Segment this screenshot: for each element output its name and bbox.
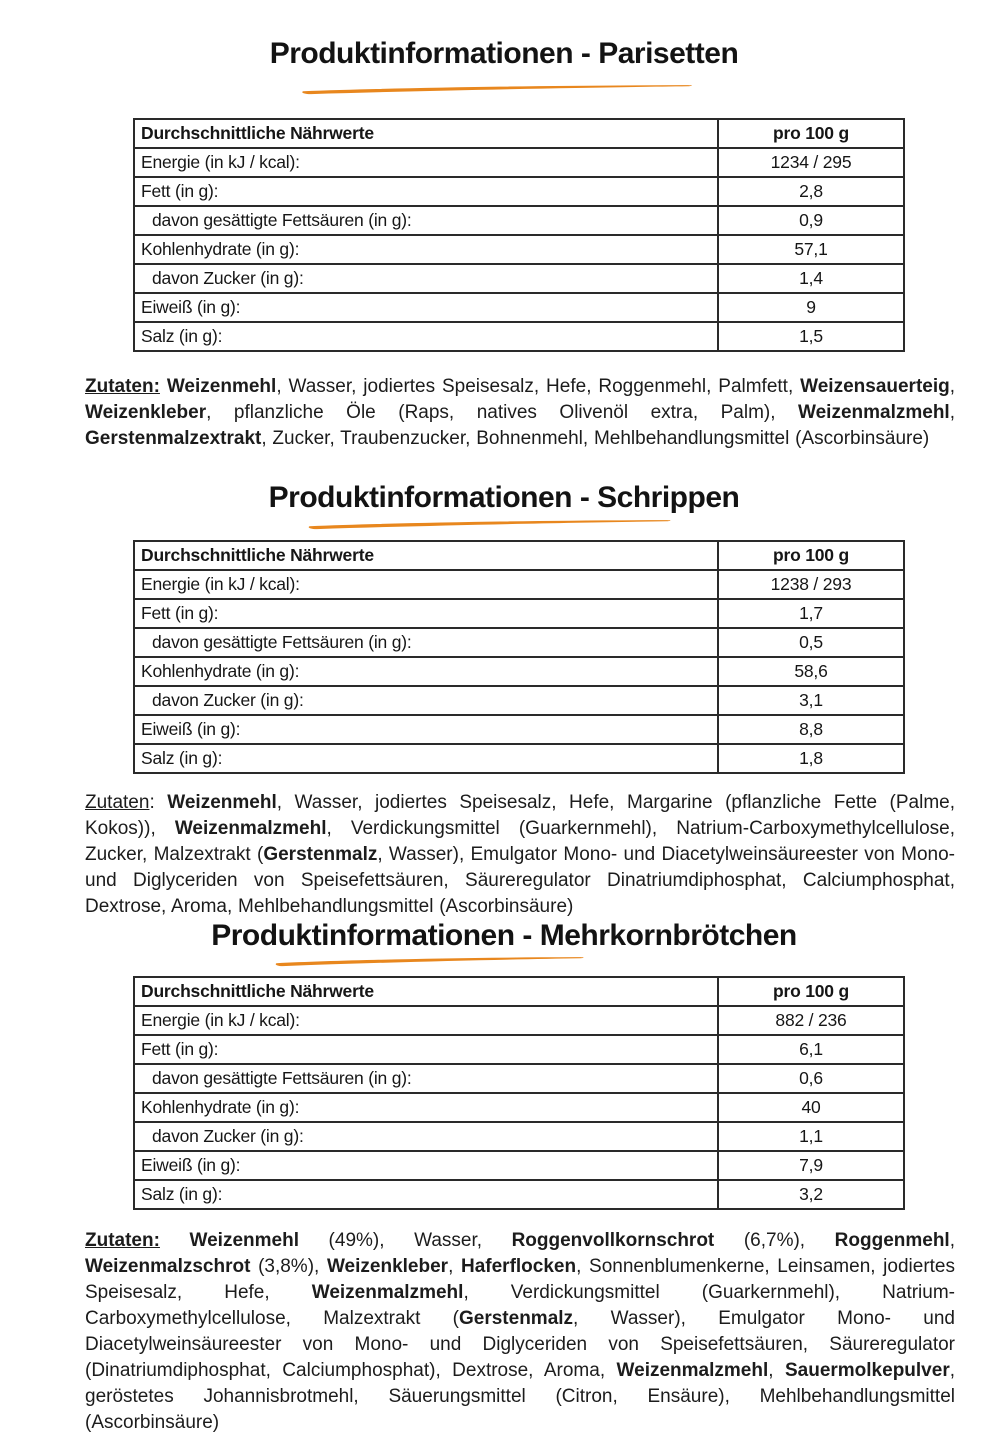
ingredients-segment: Weizenmalzmehl <box>798 402 950 423</box>
nutrient-value: 0,9 <box>718 206 904 235</box>
nutrient-label: davon gesättigte Fettsäuren (in g): <box>134 628 718 657</box>
nutrient-value: 882 / 236 <box>718 1006 904 1035</box>
ingredients-segment: (3,8%), <box>250 1256 327 1277</box>
nutrient-label: Fett (in g): <box>134 599 718 628</box>
ingredients-segment: Roggenvollkornschrot <box>511 1230 715 1251</box>
ingredients-segment: : <box>149 792 168 813</box>
nutrition-table-header-row <box>134 119 904 148</box>
ingredients-segment: , Wasser), Emulgator Mono- und Diacetylweinsäureester von Mono- und Diglyceriden von Speisefettsäuren, Säureregulator Dinatriumdiphosphat, Calciumphosphat, Dextrose, Aroma, Mehlbehandlungsmittel (Ascorbinsäure) <box>85 844 955 917</box>
nutrient-value: 58,6 <box>718 657 904 686</box>
nutrient-value: 57,1 <box>718 235 904 264</box>
nutrient-value: 0,5 <box>718 628 904 657</box>
nutrition-row <box>134 1122 904 1151</box>
ingredients-segment <box>160 376 167 397</box>
section-title: Produktinformationen - Parisetten <box>269 37 739 70</box>
product-info-section <box>0 482 1008 920</box>
nutrient-label: Energie (in kJ / kcal): <box>134 570 718 599</box>
nutrition-table-header-label: Durchschnittliche Nährwerte <box>134 977 718 1006</box>
ingredients-segment: , <box>949 376 956 397</box>
nutrient-label: Fett (in g): <box>134 177 718 206</box>
nutrition-row <box>134 264 904 293</box>
nutrient-value: 1234 / 295 <box>718 148 904 177</box>
underline-swoosh-icon <box>302 517 678 531</box>
ingredients-segment: , Sonnenblumenkerne, Leinsamen, jodiertes Speisesalz, Hefe, <box>85 1256 956 1303</box>
ingredients-segment: Sauermolkepulver <box>784 1360 950 1381</box>
nutrient-value: 6,1 <box>718 1035 904 1064</box>
ingredients-segment: Weizenmalzmehl <box>174 818 327 839</box>
nutrient-label: Fett (in g): <box>134 1035 718 1064</box>
ingredients-segment: Zutaten: <box>85 376 160 397</box>
nutrition-row <box>134 177 904 206</box>
nutrient-value: 3,2 <box>718 1180 904 1209</box>
underline-swoosh-icon <box>270 954 590 968</box>
nutrient-value: 40 <box>718 1093 904 1122</box>
ingredients-segment: (49%), Wasser, <box>298 1230 512 1251</box>
nutrition-row <box>134 206 904 235</box>
nutrient-label: davon Zucker (in g): <box>134 264 718 293</box>
nutrition-row <box>134 1064 904 1093</box>
underline-swoosh-icon <box>295 82 700 96</box>
nutrient-label: davon gesättigte Fettsäuren (in g): <box>134 1064 718 1093</box>
ingredients-segment: , Wasser, jodiertes Speisesalz, Hefe, Roggenmehl, Palmfett, <box>276 376 801 397</box>
nutrient-label: Kohlenhydrate (in g): <box>134 657 718 686</box>
nutrition-row <box>134 235 904 264</box>
ingredients-segment: Roggenmehl <box>834 1230 950 1251</box>
nutrient-value: 0,6 <box>718 1064 904 1093</box>
nutrient-label: Eiweiß (in g): <box>134 293 718 322</box>
ingredients-segment: Weizenmehl <box>167 792 277 813</box>
nutrition-table-header-label: Durchschnittliche Nährwerte <box>134 119 718 148</box>
ingredients-segment: , Verdickungsmittel (Guarkernmehl), Natrium-Carboxymethylcellulose, Zucker, Malzextrakt ( <box>85 818 955 865</box>
ingredients-segment: Zutaten: <box>85 1230 160 1251</box>
ingredients-segment: , Zucker, Traubenzucker, Bohnenmehl, Mehlbehandlungsmittel (Ascorbinsäure) <box>261 428 930 449</box>
nutrient-value: 1,5 <box>718 322 904 351</box>
nutrition-row <box>134 1151 904 1180</box>
nutrient-value: 3,1 <box>718 686 904 715</box>
ingredients-segment: Weizenkleber <box>326 1256 449 1277</box>
nutrient-label: Eiweiß (in g): <box>134 1151 718 1180</box>
nutrition-row <box>134 686 904 715</box>
nutrition-table <box>133 976 905 1210</box>
nutrient-label: Salz (in g): <box>134 322 718 351</box>
nutrient-value: 1,8 <box>718 744 904 773</box>
ingredients-segment: Gerstenmalz <box>263 844 378 865</box>
nutrition-row <box>134 322 904 351</box>
ingredients-paragraph <box>85 790 955 920</box>
ingredients-segment: Weizenmalzschrot <box>85 1256 251 1277</box>
nutrient-value: 8,8 <box>718 715 904 744</box>
ingredients-segment: Haferflocken <box>461 1256 577 1277</box>
nutrition-row <box>134 1035 904 1064</box>
nutrition-table <box>133 540 905 774</box>
ingredients-segment: Gerstenmalz <box>459 1308 574 1329</box>
nutrition-table-header-unit: pro 100 g <box>718 541 904 570</box>
nutrient-label: Kohlenhydrate (in g): <box>134 235 718 264</box>
nutrient-label: Salz (in g): <box>134 1180 718 1209</box>
nutrition-row <box>134 1180 904 1209</box>
nutrient-label: Eiweiß (in g): <box>134 715 718 744</box>
swoosh-stroke <box>309 520 671 529</box>
nutrition-row <box>134 628 904 657</box>
ingredients-segment: Weizenmalzmehl <box>311 1282 464 1303</box>
nutrition-row <box>134 570 904 599</box>
nutrient-label: Salz (in g): <box>134 744 718 773</box>
nutrition-table <box>133 118 905 352</box>
nutrition-row <box>134 148 904 177</box>
ingredients-segment: Weizenmalzmehl <box>616 1360 769 1381</box>
nutrition-table-header-label: Durchschnittliche Nährwerte <box>134 541 718 570</box>
ingredients-segment: , <box>768 1360 785 1381</box>
product-info-document <box>0 37 1008 1433</box>
ingredients-segment: , Wasser, jodiertes Speisesalz, Hefe, Margarine (pflanzliche Fette (Palme, Kokos)), <box>85 792 956 839</box>
nutrient-value: 1,1 <box>718 1122 904 1151</box>
ingredients-segment: Weizensauerteig <box>800 376 950 397</box>
nutrient-value: 2,8 <box>718 177 904 206</box>
swoosh-stroke <box>276 957 584 966</box>
nutrition-row <box>134 1006 904 1035</box>
ingredients-segment: Weizenkleber <box>85 402 207 423</box>
nutrition-row <box>134 1093 904 1122</box>
ingredients-segment <box>160 1230 190 1251</box>
ingredients-paragraph <box>85 374 955 452</box>
ingredients-segment: , <box>448 1256 461 1277</box>
nutrient-label: Energie (in kJ / kcal): <box>134 1006 718 1035</box>
ingredients-segment: Weizenmehl <box>189 1230 299 1251</box>
nutrition-table-header-row <box>134 541 904 570</box>
section-title: Produktinformationen - Mehrkornbrötchen <box>211 919 797 952</box>
ingredients-segment: , geröstetes Johannisbrotmehl, Säuerungsmittel (Citron, Ensäure), Mehlbehandlungsmittel (Ascorbinsäure) <box>85 1360 955 1433</box>
nutrient-value: 1,7 <box>718 599 904 628</box>
nutrient-label: davon Zucker (in g): <box>134 686 718 715</box>
ingredients-segment: Weizenmehl <box>166 376 277 397</box>
nutrient-label: Energie (in kJ / kcal): <box>134 148 718 177</box>
nutrient-value: 1,4 <box>718 264 904 293</box>
ingredients-segment: , <box>949 1230 955 1251</box>
ingredients-paragraph <box>85 1228 955 1436</box>
nutrient-label: davon gesättigte Fettsäuren (in g): <box>134 206 718 235</box>
nutrition-table-header-row <box>134 977 904 1006</box>
nutrition-table-header-unit: pro 100 g <box>718 119 904 148</box>
nutrient-value: 9 <box>718 293 904 322</box>
swoosh-stroke <box>302 85 692 94</box>
product-info-section <box>0 920 1008 1436</box>
ingredients-segment: Zutaten <box>85 792 150 813</box>
nutrient-label: davon Zucker (in g): <box>134 1122 718 1151</box>
section-title: Produktinformationen - Schrippen <box>268 481 740 514</box>
nutrition-table-header-unit: pro 100 g <box>718 977 904 1006</box>
nutrition-row <box>134 715 904 744</box>
nutrient-value: 7,9 <box>718 1151 904 1180</box>
ingredients-segment: (6,7%), <box>714 1230 835 1251</box>
ingredients-segment: , <box>949 402 955 423</box>
ingredients-segment: , Wasser), Emulgator Mono- und Diacetylweinsäureester von Mono- und Diglyceriden von Speisefettsäuren, Säureregulator (Dinatriumdiphosphat, Calciumphosphat), Dextrose, Aroma, <box>85 1308 955 1381</box>
nutrition-row <box>134 293 904 322</box>
document-body <box>0 38 1008 1436</box>
ingredients-segment: , pflanzliche Öle (Raps, natives Olivenöl extra, Palm), <box>206 402 799 423</box>
nutrition-row <box>134 657 904 686</box>
nutrient-label: Kohlenhydrate (in g): <box>134 1093 718 1122</box>
ingredients-segment: Gerstenmalzextrakt <box>85 428 262 449</box>
product-info-section <box>0 38 1008 452</box>
nutrient-value: 1238 / 293 <box>718 570 904 599</box>
nutrition-row <box>134 744 904 773</box>
nutrition-row <box>134 599 904 628</box>
ingredients-segment: , Verdickungsmittel (Guarkernmehl), Natrium-Carboxymethylcellulose, Malzextrakt ( <box>85 1282 955 1329</box>
